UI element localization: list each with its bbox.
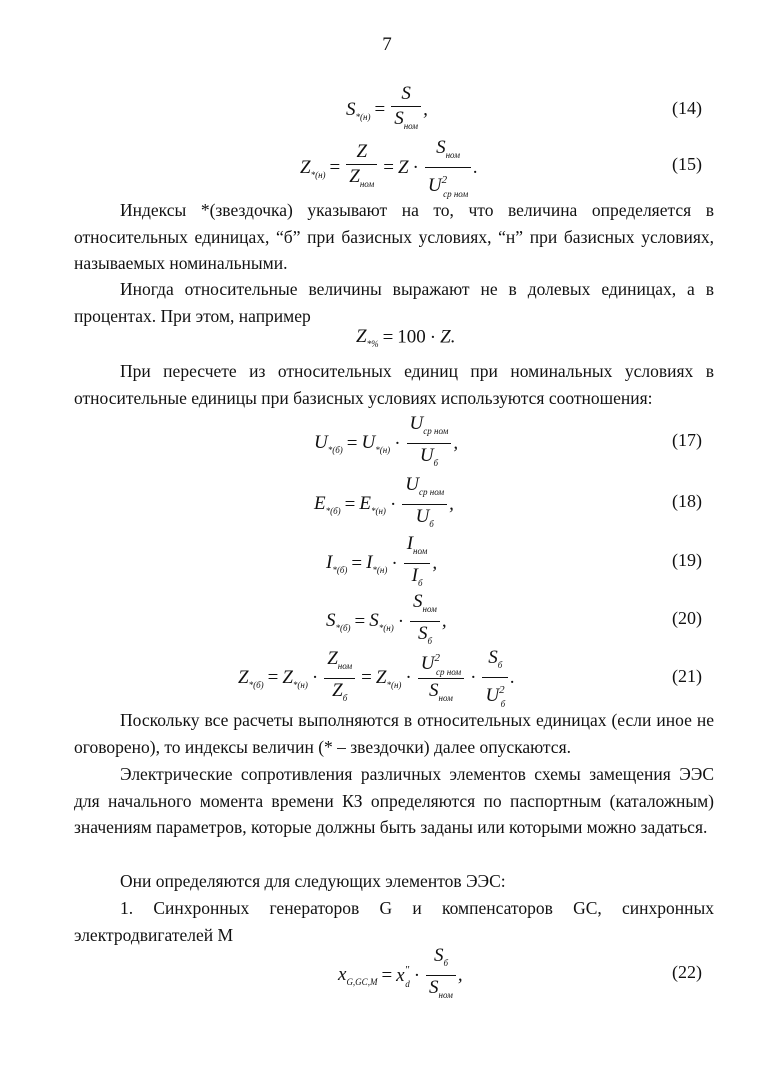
- paragraph: 1. Синхронных генераторов G и компенсаторов GC, синхронных электродвигателей M: [74, 898, 714, 945]
- equation-number: (14): [672, 98, 702, 118]
- equation-21: $Z_{*(б)} = Z_{*(н)}$ · $\frac{Z_{ном}}{Z_б}$ = $Z_{*(н)}$ · $\frac{U^2_{ср ном}}{S_{ном}}$ · $\frac{S_б}{U^2_б}$ . (21): [238, 647, 702, 709]
- equation-percent: $Z_{*\%} = 100 \cdot Z$.: [356, 326, 456, 350]
- equation-22: $x_{G,GC,M} = x''_d$ · $\frac{S_б}{S_{ном}}$ , (22): [0, 944, 774, 1000]
- equation-number: (15): [672, 154, 702, 174]
- equation-number: (17): [672, 430, 702, 450]
- equation-17: $U_{*(б)} = U_{*(н)}$ · $\frac{U_{ср ном}}{U_б}$ , (17): [0, 412, 774, 468]
- equation-number: (19): [672, 550, 702, 570]
- paragraph: Индексы *(звездочка) указывают на то, что величина определяется в относительных единицах, “б” при базисных условиях, “н” при базисных условиях, называемых номинальными.: [74, 200, 714, 273]
- paragraph: Поскольку все расчеты выполняются в относительных единицах (если иное не оговорено), то индексы величин (* – звездочки) далее опускаются.: [74, 710, 714, 757]
- paragraph: Электрические сопротивления различных элементов схемы замещения ЭЭС для начального момента времени КЗ определяются по паспортным (каталожным) значениям параметров, которые должны быть заданы или которыми можно задаться.: [74, 764, 714, 837]
- paragraph: Они определяются для следующих элементов ЭЭС:: [120, 871, 506, 891]
- equation-number: (21): [672, 666, 702, 686]
- equation-number: (18): [672, 491, 702, 511]
- equation-number: (22): [672, 962, 702, 982]
- equation-number: (20): [672, 608, 702, 628]
- equation-14: $S_{*(н)}$ = $\frac{S}{S_{ном}}$ , (14): [0, 82, 774, 132]
- equation-18: $E_{*(б)} = E_{*(н)}$ · $\frac{U_{ср ном}}{U_б}$ , (18): [0, 473, 774, 529]
- equation-15: $Z_{*(н)}$ = $\frac{Z}{Z_{ном}}$ = Z · $\frac{S_{ном}}{U^2_{ср ном}}$ . (15): [300, 137, 702, 199]
- equation-20: $S_{*(б)} = S_{*(н)}$ · $\frac{S_{ном}}{S_б}$ , (20): [0, 590, 774, 646]
- paragraph: При пересчете из относительных единиц при номинальных условиях в относительные единицы при базисных условиях используются соотношения:: [74, 361, 714, 408]
- equation-19: $I_{*(б)} = I_{*(н)}$ · $\frac{I_{ном}}{I_б}$ , (19): [0, 532, 774, 588]
- paragraph: Иногда относительные величины выражают не в долевых единицах, а в процентах. При этом, например: [74, 279, 714, 326]
- page-number: 7: [382, 34, 392, 55]
